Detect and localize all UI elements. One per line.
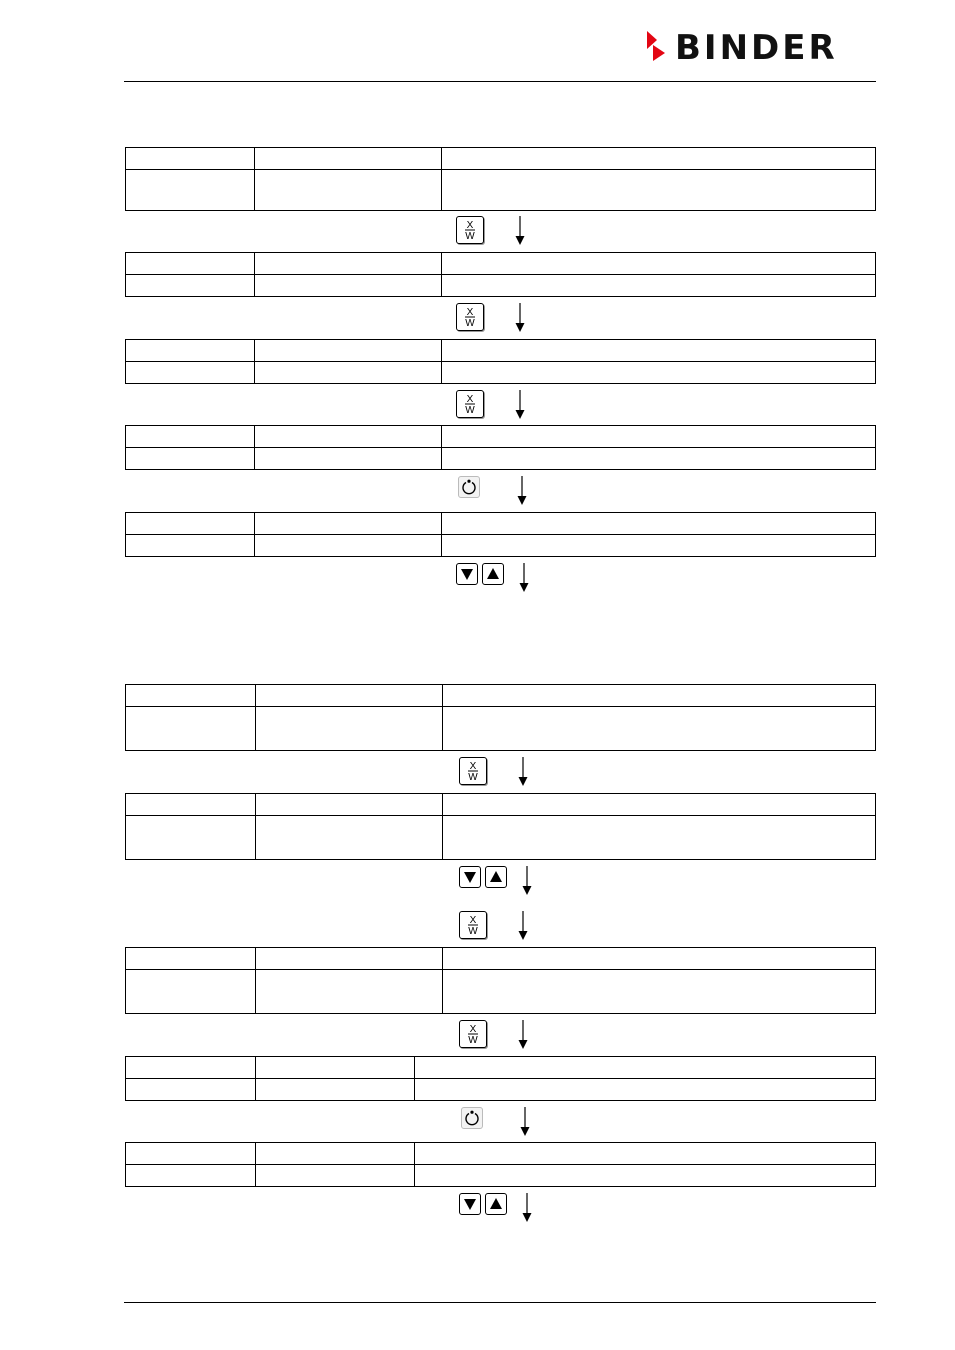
table-row bbox=[126, 362, 876, 384]
down-arrow-icon bbox=[517, 911, 529, 941]
menu-table-6 bbox=[125, 684, 876, 751]
down-arrow-icon bbox=[521, 1193, 533, 1223]
down-arrow-icon bbox=[514, 303, 526, 333]
up-arrow-key-icon bbox=[485, 1193, 507, 1215]
down-arrow-icon bbox=[517, 757, 529, 787]
step-sep bbox=[456, 476, 528, 506]
xw-key-icon bbox=[456, 390, 484, 418]
table-row bbox=[126, 816, 876, 860]
table-row bbox=[126, 794, 876, 816]
xw-key-icon bbox=[459, 911, 487, 939]
menu-table-2 bbox=[125, 252, 876, 297]
xw-key-top: X bbox=[469, 761, 477, 772]
xw-key-icon bbox=[456, 216, 484, 244]
xw-key-bottom: W bbox=[468, 926, 478, 936]
header-rule bbox=[124, 81, 876, 82]
down-arrow-icon bbox=[519, 1107, 531, 1137]
xw-key-top: X bbox=[466, 307, 474, 318]
xw-key-icon bbox=[459, 1020, 487, 1048]
table-row bbox=[126, 1057, 876, 1079]
xw-key-bottom: W bbox=[465, 318, 475, 328]
reset-key-icon bbox=[458, 476, 480, 498]
xw-key-icon bbox=[456, 303, 484, 331]
table-row bbox=[126, 1143, 876, 1165]
step-sep bbox=[459, 1020, 529, 1050]
menu-table-7 bbox=[125, 793, 876, 860]
menu-table-5 bbox=[125, 512, 876, 557]
table-row bbox=[126, 340, 876, 362]
table-row bbox=[126, 970, 876, 1014]
table-row bbox=[126, 253, 876, 275]
footer-rule bbox=[124, 1302, 876, 1303]
down-arrow-key-icon bbox=[459, 866, 481, 888]
reset-key-icon bbox=[461, 1107, 483, 1129]
binder-logo-mark-icon bbox=[645, 31, 667, 65]
xw-key-bottom: W bbox=[468, 1035, 478, 1045]
up-arrow-key-icon bbox=[482, 563, 504, 585]
menu-table-3 bbox=[125, 339, 876, 384]
table-row bbox=[126, 170, 876, 211]
down-arrow-key-icon bbox=[456, 563, 478, 585]
table-row bbox=[126, 448, 876, 470]
menu-table-10 bbox=[125, 1142, 876, 1187]
menu-table-4 bbox=[125, 425, 876, 470]
step-sep bbox=[456, 216, 526, 246]
table-row bbox=[126, 426, 876, 448]
binder-logo bbox=[645, 30, 877, 66]
xw-key-top: X bbox=[466, 394, 474, 405]
step-sep bbox=[459, 866, 533, 896]
xw-key-top: X bbox=[469, 915, 477, 926]
xw-key-bottom: W bbox=[465, 405, 475, 415]
step-sep bbox=[459, 757, 529, 787]
xw-key-top: X bbox=[466, 220, 474, 231]
binder-logo-text: BINDER bbox=[675, 28, 838, 68]
down-arrow-icon bbox=[514, 390, 526, 420]
xw-key-icon bbox=[459, 757, 487, 785]
step-sep bbox=[456, 390, 526, 420]
table-row bbox=[126, 1079, 876, 1101]
xw-key-bottom: W bbox=[468, 772, 478, 782]
xw-key-top: X bbox=[469, 1024, 477, 1035]
down-arrow-key-icon bbox=[459, 1193, 481, 1215]
down-arrow-icon bbox=[518, 563, 530, 593]
down-arrow-icon bbox=[517, 1020, 529, 1050]
table-row bbox=[126, 535, 876, 557]
up-arrow-key-icon bbox=[485, 866, 507, 888]
menu-table-9 bbox=[125, 1056, 876, 1101]
step-sep bbox=[456, 563, 530, 593]
table-row bbox=[126, 685, 876, 707]
down-arrow-icon bbox=[516, 476, 528, 506]
table-row bbox=[126, 707, 876, 751]
step-sep bbox=[459, 911, 529, 941]
step-sep bbox=[459, 1107, 531, 1137]
step-sep bbox=[459, 1193, 533, 1223]
table-row bbox=[126, 513, 876, 535]
step-sep bbox=[456, 303, 526, 333]
menu-table-1 bbox=[125, 147, 876, 211]
menu-table-8 bbox=[125, 947, 876, 1014]
down-arrow-icon bbox=[514, 216, 526, 246]
down-arrow-icon bbox=[521, 866, 533, 896]
xw-key-bottom: W bbox=[465, 231, 475, 241]
table-row bbox=[126, 1165, 876, 1187]
table-row bbox=[126, 148, 876, 170]
table-row bbox=[126, 948, 876, 970]
table-row bbox=[126, 275, 876, 297]
